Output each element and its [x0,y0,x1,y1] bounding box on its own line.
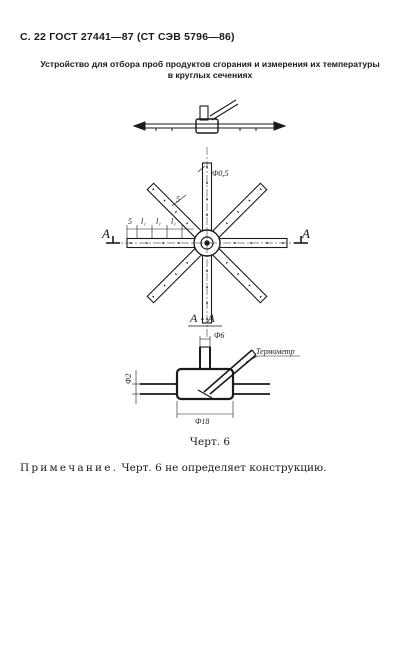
section-title: А - А [190,311,215,325]
label-diameter-top: Ф0,5 [212,169,229,178]
note-text: Черт. 6 не определяет конструкцию. [118,462,327,474]
label-l1a: l₁ [141,217,147,226]
side-view [134,100,285,133]
label-d2: Ф2 [124,373,133,384]
figure-caption: Черт. 6 [189,436,231,448]
label-thermometer: Термометр [256,347,295,356]
label-l1c: l₁ [171,217,177,226]
label-l1b: l₁ [156,217,162,226]
label-section-right: А [302,226,310,241]
page-header: С. 22 ГОСТ 27441—87 (СТ СЭВ 5796—86) [20,31,235,43]
label-d18: Ф18 [195,417,210,426]
label-d6: Ф6 [214,331,225,340]
section-view [140,347,270,399]
figure-title-line-1: Устройство для отбора проб продуктов сгорания и измерения их температуры [40,59,380,69]
label-dim-5a: 5 [176,195,180,204]
note-prefix: Примечание. [20,462,119,474]
note [20,462,327,474]
label-section-left: А [102,226,110,241]
front-view-dimensions [127,166,205,238]
figure-title-line-2: в круглых сечениях [167,70,253,80]
label-dim-5b: 5 [128,217,132,226]
